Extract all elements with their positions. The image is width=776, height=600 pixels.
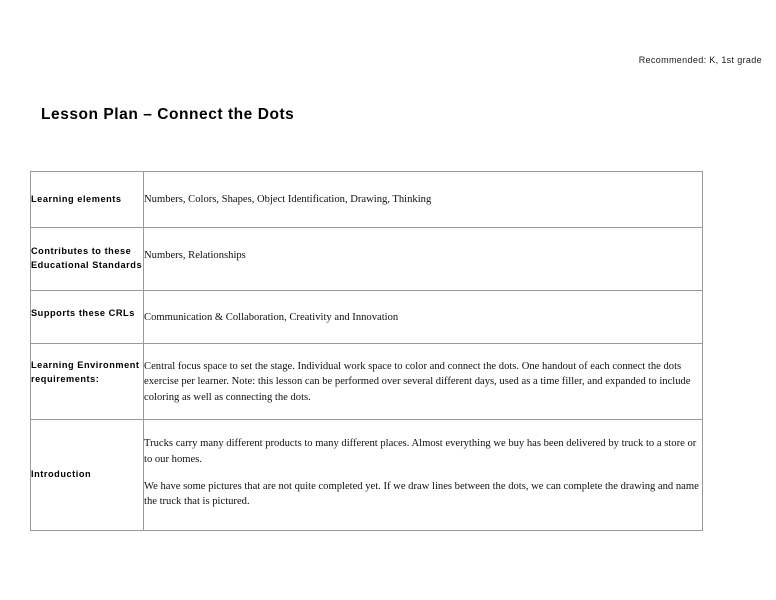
table-row [31, 420, 703, 530]
table-row [31, 172, 703, 228]
paragraph: Numbers, Relationships [144, 250, 246, 262]
row-content-introduction [144, 420, 703, 530]
row-label-introduction: Introduction [31, 420, 144, 530]
paragraph: Numbers, Colors, Shapes, Object Identification, Drawing, Thinking [144, 194, 432, 205]
row-label-learning-elements: Learning elements [31, 172, 144, 228]
table-row [31, 290, 703, 343]
page-title: Lesson Plan – Connect the Dots [41, 106, 295, 123]
row-content-learning-elements [144, 172, 703, 228]
row-label-educational-standards: Contributes to these Educational Standards [31, 228, 144, 290]
lesson-plan-table [30, 171, 703, 531]
row-content-educational-standards [144, 228, 703, 290]
paragraph: Communication & Collaboration, Creativity and Innovation [144, 311, 399, 323]
paragraph: Trucks carry many different products to many different places. Almost everything we buy has been delivered by truck to a store or to our homes. [144, 438, 697, 465]
table-row [31, 344, 703, 420]
recommended-grade-note: Recommended: K, 1st grade [638, 55, 762, 65]
row-content-learning-environment [144, 344, 703, 420]
paragraph: We have some pictures that are not quite completed yet. If we draw lines between the dots, we can complete the drawing and name the truck that is pictured. [144, 480, 699, 508]
paragraph: Central focus space to set the stage. Individual work space to color and connect the dots. One handout of each connect the dots exercise per learner. Note: this lesson can be performed over several different days, used as a time filler, and expanded to include coloring as well as connecting the dots. [144, 361, 691, 403]
row-content-supports-crls [144, 290, 703, 343]
table-row [31, 228, 703, 290]
row-label-learning-environment: Learning Environment requirements: [31, 344, 144, 420]
row-label-supports-crls: Supports these CRLs [31, 290, 144, 343]
